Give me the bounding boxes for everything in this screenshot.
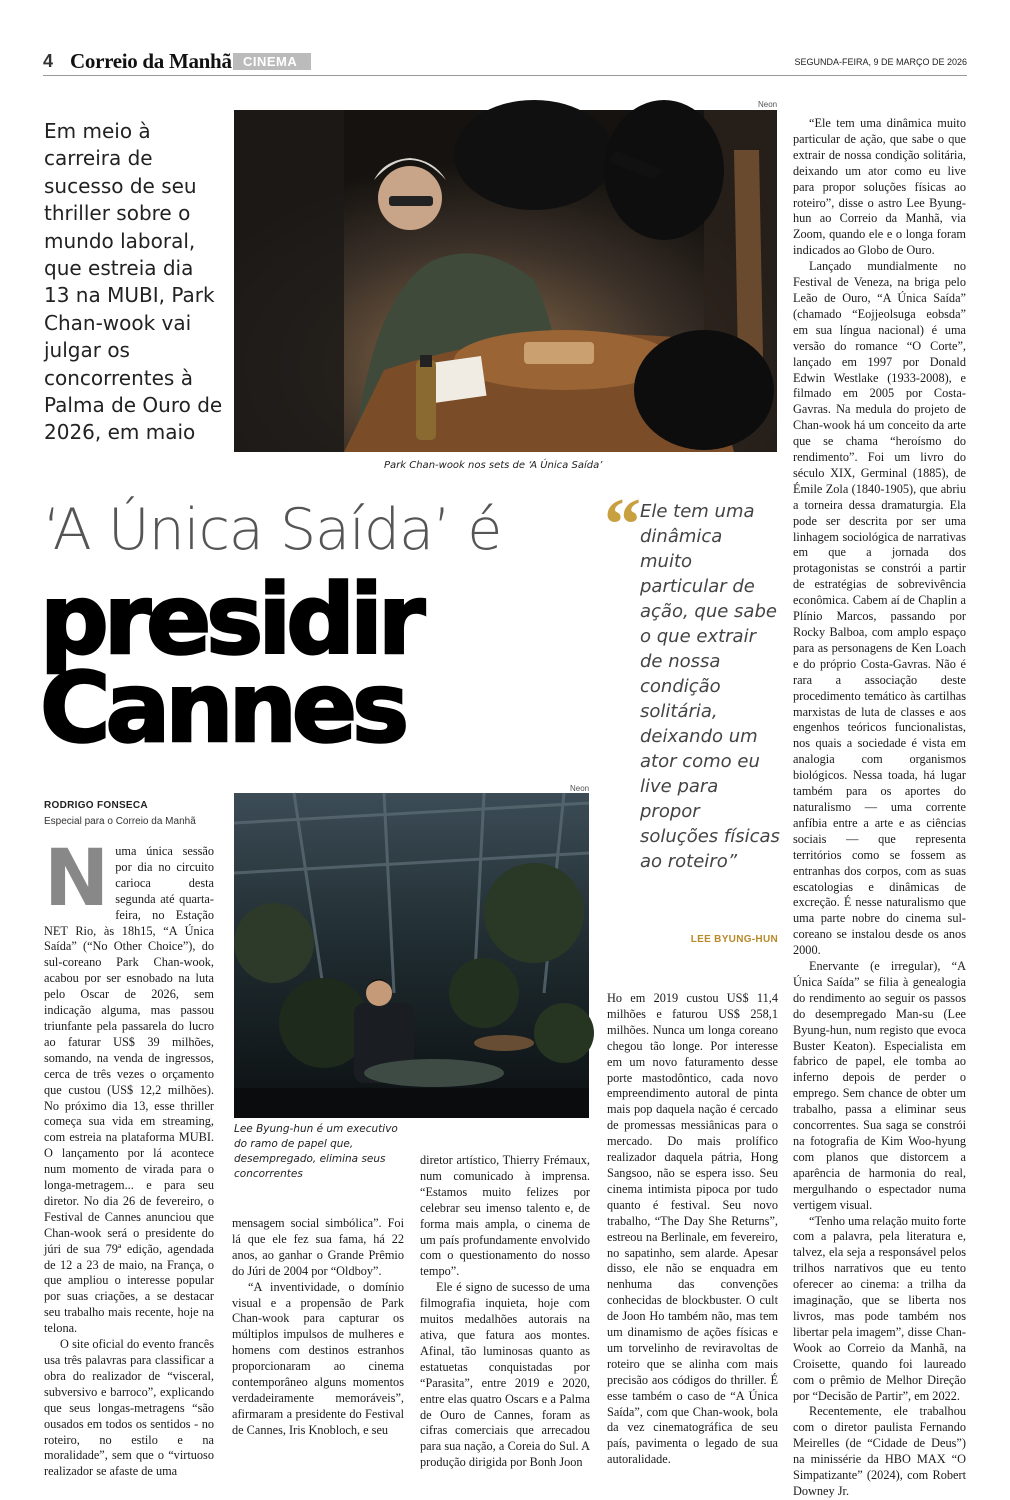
issue-date: SEGUNDA-FEIRA, 9 DE MARÇO DE 2026 — [794, 57, 967, 67]
quote-mark-icon: “ — [604, 484, 641, 566]
article-column-2 — [232, 1216, 404, 1446]
article-paragraph: “Ele tem uma dinâmica muito particular de ação, que sabe o que extrair de nossa condição solitária, deixando um ator como eu live para propor soluções físicas ao roteiro”, disse o astro Lee Byung-hun ao Correio da Manhã, via Zoom, quando ele e o longa foram indicados ao Globo de Ouro. — [793, 116, 966, 258]
article-paragraph: “Tenho uma relação muito forte com a palavra, pela literatura e, talvez, ela seja a responsável pelos trilhos narrativos que eu tento oferecer ao cinema: a trilha da imaginação, que se liberta nos livros, mas pode também nos libertar pela imagem”, disse Chan-Wook ao Correio da Manhã, na Croisette, quando foi laureado com o prêmio de Melhor Direção por “Decisão de Partir”, em 2022. — [793, 1213, 966, 1403]
article-paragraph: Enervante (e irregular), “A Única Saída” se filia à genealogia do rendimento ao seguir os passos do desempregado Man-su (Lee Byung-hun, num registo que evoca Buster Keaton). Especialista em fabrico de papel, ele tomba ao inferno depois de perder o emprego. Sem chance de obter um trabalho, passa a eliminar seus concorrentes. Sua saga se constrói na fotografia de Kim Woo-hyung com planos que distorcem a aparência de harmonia do real, mergulhando o espectador numa vertigem visual. — [793, 959, 966, 1212]
headline-line2: presidir — [40, 564, 421, 676]
article-paragraph: uma única sessão por dia no circuito carioca desta segunda até quarta-feira, no Estação NET Rio, às 18h15, “A Única Saída” (“No Other Choice”), do sul-coreano Park Chan-wook, acabou por ser esnobado na luta pelo Oscar de 2026, sem indicação alguma, mas passou triunfante pela passarela do lucro ao faturar US$ 39 milhões, somando, na venda de ingressos, cerca de três vezes o orçamento que custou (US$ 12,2 milhões). No próximo dia 13, esse thriller começa sua vida em streaming, com estreia na plataforma MUBI. O lançamento por lá acontece num momento de virada para o longa-metragem... e para seu diretor. No dia 26 de fevereiro, o Festival de Cannes anunciou que Chan-wook será o presidente do júri de sua 79ª edição, agendada de 12 a 23 de maio, na França, o que ampliou o interesse popular por suas criações, a se destacar seu trabalho mais recente, hoje na telona. — [44, 844, 214, 1336]
headline-line3: Cannes — [40, 652, 405, 764]
article-paragraph: Recentemente, ele trabalhou com o diretor paulista Fernando Meirelles (de “Cidade de Deus”) na minissérie da HBO MAX “O Simpatizante” (2024), com Robert Downey Jr. — [793, 1404, 966, 1498]
section-label: CINEMA — [233, 53, 311, 70]
photo-credit: Neon — [570, 784, 590, 793]
article-paragraph: Ho em 2019 custou US$ 11,4 milhões e faturou US$ 258,1 milhões. Nunca um longa coreano chegou tão longe. Por interesse em um novo faturamento desse porte mastodôntico, cada novo empreendimento autoral de pinta mais pop daquela nação é cercado de promessas messiânicas para o mercado. Do mais prolífico realizador daquela pátria, Hong Sangsoo, não se espera isso. Seu cinema intimista pipoca por tudo quanto é festival. Seu novo trabalho, “The Day She Returns”, estreou na Berlinale, em fevereiro, no sapatinho, sem alarde. Apesar disso, ele não se enquadra em nenhuma das convenções conhecidas de blockbuster. O cult de Joon Ho também não, mas tem um dinamismo de ações físicas e um torvelinho de reviravoltas de roteiro que se alinha com mais precisão aos códigos do thriller. É esse também o caso de “A Única Saída”, com que Chan-wook, bola da vez cinematográfica de seu país, pavimenta o legado de sua autoralidade. — [607, 991, 778, 1467]
article-paragraph: Ele é signo de sucesso de uma filmografia inquieta, hoje com muitos medalhões autorais na ativa, que fatura aos montes. Afinal, tão luminosas quanto as estatuetas conquistadas por “Parasita”, entre 2019 e 2020, entre elas quatro Oscars e a Palma de Ouro de Cannes, foram as cifras comerciais que arrecadou para sua nação, a Coreia do Sul. A produção dirigida por Bonh Joon — [420, 1280, 590, 1470]
article-column-3 — [420, 1153, 590, 1470]
drop-cap: N — [44, 834, 110, 924]
article-column-1 — [44, 834, 214, 1479]
photo-credit: Neon — [758, 100, 778, 109]
header-rule — [43, 75, 967, 76]
article-paragraph: O site oficial do evento francês usa três palavras para classificar a obra do realizador de “visceral, subversivo e barroco”, explicando que seus longas-metragens “são ousados em todos os sentidos - no roteiro, no estilo e na moralidade”, sem que o “virtuoso realizador se afaste de uma — [44, 1337, 214, 1479]
photo-caption: Lee Byung-hun é um executivo do ramo de papel que, desempregado, elimina seus concorrentes — [234, 1123, 398, 1180]
article-paragraph: Lançado mundialmente no Festival de Veneza, na briga pelo Leão de Ouro, “A Única Saída” (chamado “Eojjeolsuga eobsda” em sua língua nacional) é uma versão do romance “O Corte”, lançado em 1997 por Donald Edwin Westlake (1933-2008), e filmado em 2005 por Costa-Gavras. Na medula do projeto de Chan-wook há um conceito da arte que se chama “heroísmo do rendimento”. Foi um livro do século XIX, Germinal (1885), de Émile Zola (1840-1905), que abriu a torneira dessa dramaturgia. Ela pode ser descrita por ser uma linhagem sociológica de narrativas em que a jornada dos protagonistas se constrói a partir de estratégias de sobrevivência econômica. Cabem aí de Chaplin a Plínio Marcos, passando por Rocky Balboa, com amplo espaço para as personagens de Ken Loach e do próprio Costa-Gavras. Não é rara a associação deste procedimento temático às cartilhas marxistas de luta de classes e aos engenhos teóricos funcionalistas, nos quais a sociedade é vista em analogia com organismos biológicos. Nessa toada, há lugar também para os aportes do naturalismo — uma corrente anfíbia entre a arte e as ciências sociais — que representa territórios como se fossem as entranhas dos corpos, com as suas escatologias e dinâmicas de excreção. É nesse naturalismo que uma parte nobre do cinema sul-coreano se instalou desde os anos 2000. — [793, 259, 966, 958]
article-column-4 — [607, 991, 778, 1467]
article-paragraph: diretor artístico, Thierry Frémaux, num comunicado à imprensa. “Estamos muito felizes por celebrar seu imenso talento e, de forma mais ampla, o cinema de um país profundamente envolvido com o questionamento do nosso tempo”. — [420, 1153, 590, 1279]
byline-author: RODRIGO FONSECA — [44, 800, 148, 811]
article-paragraph: “A inventividade, o domínio visual e a propensão de Park Chan-wook para capturar os múltiplos impulsos de mulheres e homens com destinos estranhos proporcionaram ao cinema contemporâneo alguns momentos verdadeiramente memoráveis”, afirmaram a presidente do Festival de Cannes, Iris Knobloch, e seu — [232, 1279, 404, 1437]
intro-deck: Em meio à carreira de sucesso de seu thriller sobre o mundo laboral, que estreia dia 13 na MUBI, Park Chan-wook vai julgar os concorrentes à Palma de Ouro de 2026, em maio — [44, 119, 223, 445]
newspaper-title: Correio da Manhã — [70, 49, 232, 73]
page-number: 4 — [43, 51, 54, 71]
photo-caption: Park Chan-wook nos sets de ‘A Única Saída’ — [384, 460, 603, 471]
headline-line1: ‘A Única Saída’ é — [43, 497, 502, 563]
photo-park-chan-wook-set — [234, 110, 777, 452]
pull-quote-author: LEE BYUNG-HUN — [690, 934, 778, 945]
photo-lee-byung-hun-greenhouse — [234, 793, 589, 1118]
article-column-5 — [793, 116, 966, 1498]
article-paragraph: mensagem social simbólica”. Foi lá que ele fez sua fama, há 22 anos, ao ganhar o Grande Prêmio do Júri de 2004 por “Oldboy”. — [232, 1216, 404, 1278]
byline-role: Especial para o Correio da Manhã — [44, 816, 196, 827]
pull-quote: Ele tem uma dinâmica muito particular de ação, que sabe o que extrair de nossa condição solitária, deixando um ator como eu live para propor soluções físicas ao roteiro” — [640, 501, 780, 872]
